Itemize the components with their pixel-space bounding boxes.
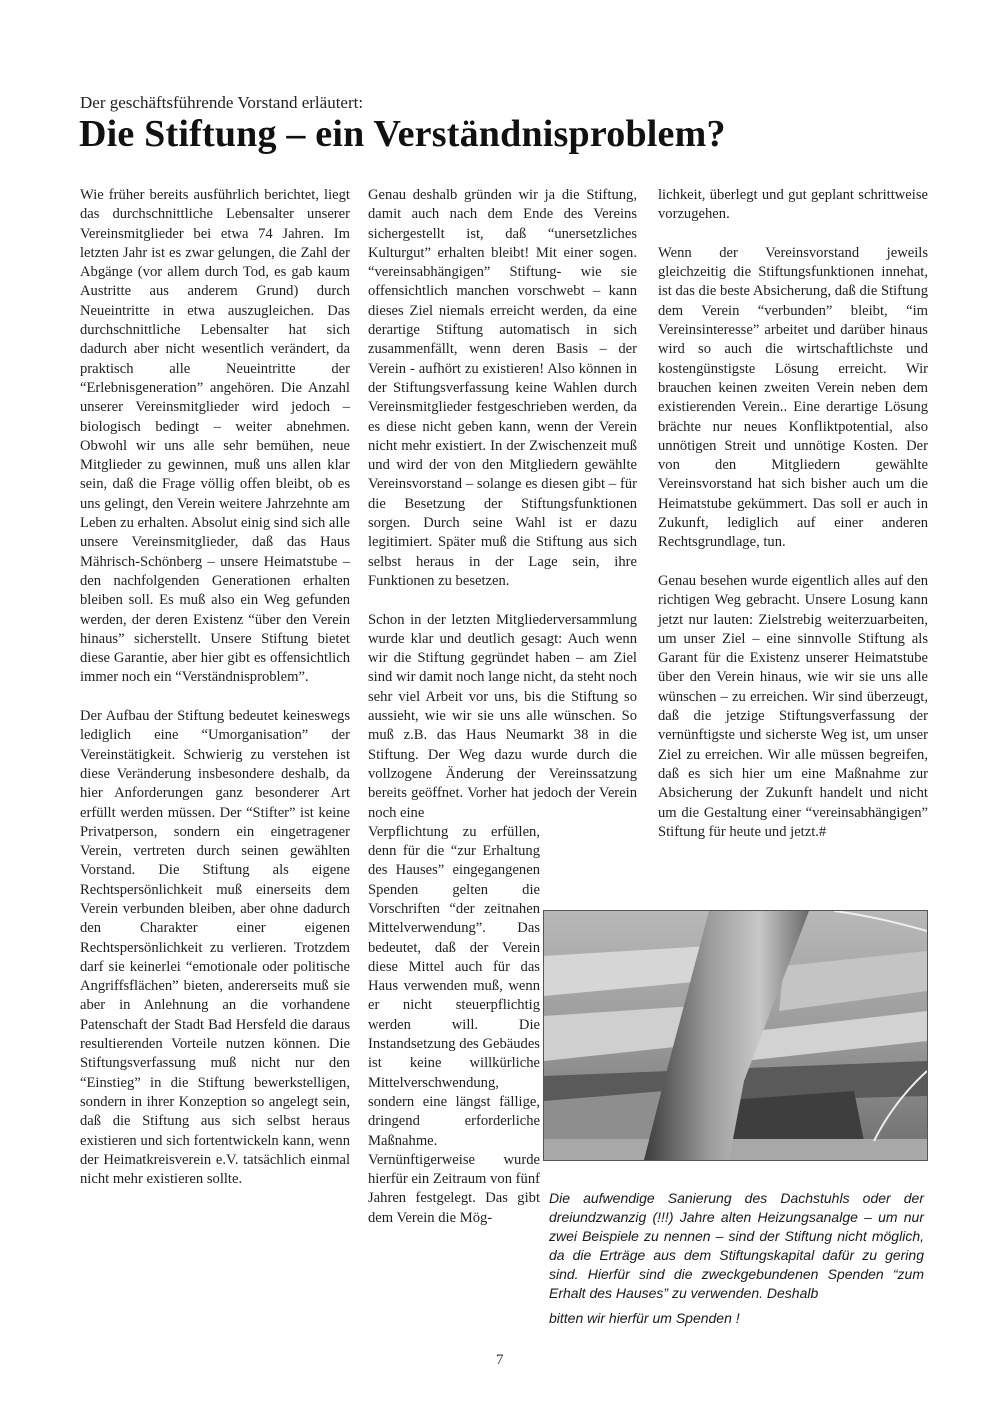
article-kicker: Der geschäftsführende Vorstand erläutert: xyxy=(80,93,364,112)
roof-truss-image xyxy=(544,911,927,1160)
paragraph: Der Aufbau der Stiftung bedeutet keineswegs lediglich eine “Umorganisation” der Vereinstätigkeit. Schwierig zu verstehen ist diese Veränderung insbesondere deshalb, da hier Anforderungen ganz besonderer Art erfüllt werden müssen. Der “Stifter” ist keine Privatperson, sondern ein eingetragener Verein, vertreten durch seinen gewählten Vorstand. Die Stiftung als eigene Rechtspersönlichkeit muß einerseits dem Verein verbunden bleiben, aber ohne dadurch den Charakter einer eigenen Rechtspersönlichkeit zu verlieren. Trotzdem darf sie keinerlei “emotionale oder politische Angriffsflächen” bieten, andererseits muß sie aber in Anlehnung an die vorhandene Patenschaft der Stadt Bad Hersfeld die daraus resultierenden Vorteile nutzen können. Die Stiftungsverfassung muß nicht nur den “Einstieg” in die Stiftung bewerkstelligen, sondern in ihrer Konzeption so angelegt sein, daß die Stiftung aus sich selbst heraus existieren und sich fortentwickeln kann, wenn der Heimatkreisverein e.V. tatsächlich einmal nicht mehr existieren sollte. xyxy=(80,708,350,1188)
paragraph: Genau deshalb gründen wir ja die Stiftung, damit auch nach dem Ende des Vereins sichergestellt ist, daß “unersetzliches Kulturgut” erhalten bleibt! Mit einer sogen. “vereinsabhängigen” Stiftung- wie sie offensichtlich manchen vorschwebt – kann dieses Ziel niemals erreicht werden, da eine derartige Stiftung automatisch in sich zusammenfällt, wenn deren Basis – der Verein - aufhört zu existieren! Also können in der Stiftungsverfassung keine Wahlen durch Vereinsmitglieder festgeschrieben werden, da es diese nicht geben kann, wenn der Verein nicht mehr existiert. In der Zwischenzeit muß und wird der von den Mitgliedern gewählte Vereinsvorstand – solange es diesen gibt – für die Besetzung der Stiftungsfunktionen sorgen. Durch seine Wahl ist er dazu legitimiert. Später muß die Stiftung aus sich selbst heraus in der Lage sein, ihre Funktionen zu besetzen. xyxy=(368,187,637,589)
paragraph: lichkeit, überlegt und gut geplant schrittweise vorzugehen. xyxy=(658,187,928,223)
paragraph: Schon in der letzten Mitgliederversammlung wurde klar und deutlich gesagt: Auch wenn wir die Stiftung gegründet haben – am Ziel sind wir damit noch lange nicht, da steht noch sehr viel Arbeit vor uns, bis die Stiftung so aussieht, wie wir sie uns alle wünschen. So muß z.B. das Haus Neumarkt 38 in die Stiftung. Der Weg dazu wurde durch die vollzogene Änderung der Vereinssatzung bereits geöffnet. Vorher hat jedoch der Verein noch eine xyxy=(368,611,637,821)
paragraph: Wie früher bereits ausführlich berichtet, liegt das durchschnittliche Lebensalter unserer Vereinsmitglieder bei etwa 74 Jahren. Im letzten Jahr ist es zwar gelungen, die Zahl der Abgänge (vor allem durch Tod, es gab kaum Austritte aus anderem Grund) durch Neueintritte in etwa auszugleichen. Das durchschnittliche Lebensalter hat sich dadurch aber nicht wesentlich verändert, da praktisch alle Neueintritte der “Erlebnisgeneration” angehören. Die Anzahl unserer Vereinsmitglieder wird jedoch – biologisch bedingt – weiter abnehmen. Obwohl wir uns alle sehr bemühen, neue Mitglieder zu gewinnen, muß uns allen klar sein, daß die Frage völlig offen bleibt, ob es uns gelingt, den Verein weitere Jahrzehnte am Leben zu erhalten. Absolut einig sind sich alle unsere Vereinsmitglieder, daß das Haus Mährisch-Schönberg – unsere Heimatstube – den nachfolgenden Generationen erhalten bleiben soll. Es muß also ein Weg gefunden werden, der deren Existenz “über den Verein hinaus” sicherstellt. Unsere Stiftung bietet diese Garantie, aber hier gibt es offensichtlich immer noch ein “Verständnisproblem”. xyxy=(80,187,350,686)
text-column-1 xyxy=(80,186,350,1209)
photo-caption xyxy=(549,1189,924,1328)
text-column-3 xyxy=(658,186,928,861)
caption-text: Die aufwendige Sanierung des Dachstuhls oder der dreiundzwanzig (!!!) Jahre alten Heizungsanalge – um nur zwei Beispiele zu nennen – sind der Stiftung nicht möglich, da die Erträge aus dem Stiftungskapital dafür zu gering sind. Hierfür sind die zweckgebundenen Spenden “zum Erhalt des Hauses” zu verwenden. Deshalb xyxy=(549,1190,924,1301)
page-number: 7 xyxy=(496,1352,504,1368)
paragraph: Wenn der Vereinsvorstand jeweils gleichzeitig die Stiftungsfunktionen innehat, ist das die beste Absicherung, daß die Stiftung dem Verein “verbunden” bleibt, “im Vereinsinteresse” arbeitet und darüber hinaus wird so auch die wirtschaftlichste und kostengünstigste Lösung erreicht. Wir brauchen keinen zweiten Verein neben dem existierenden Verein.. Eine derartige Lösung brächte nur neues Konfliktpotential, also unnötigen Streit und unnötige Kosten. Der von den Mitgliedern gewählte Vereinsvorstand hat sich bisher auch um die Heimatstube gekümmert. Das soll er auch in Zukunft, lediglich auf einer anderen Rechtsgrundlage, tun. xyxy=(658,244,928,551)
article-title: Die Stiftung – ein Verständnisproblem? xyxy=(79,113,726,155)
caption-appeal: bitten wir hierfür um Spenden ! xyxy=(549,1310,740,1326)
roof-truss-photo xyxy=(543,910,928,1161)
paragraph: Genau besehen wurde eigentlich alles auf den richtigen Weg gebracht. Unsere Losung kann jetzt nur lauten: Zielstrebig weiterzuarbeiten, um unser Ziel – eine sinnvolle Stiftung als Garant für die Existenz unserer Heimatstube über den Verein hinaus, wie wir sie uns alle wünschen – zu erreichen. Wir sind überzeugt, daß die jetzige Stiftungsverfassung der vernünftigste und sicherste Weg ist, um unser Ziel zu erreichen. Wir alle müssen begreifen, daß es sich hier um eine Maßnahme zur Absicherung der Zukunft handelt und nicht um die Gestaltung einer “vereinsabhängigen” Stiftung für heute und jetzt.# xyxy=(658,572,928,840)
paragraph-beside-photo: Verpflichtung zu erfüllen, denn für die “zur Erhaltung des Hauses” eingegangenen Spenden gelten die Vorschriften “der zeitnahen Mittelverwendung”. Das bedeutet, daß der Verein diese Mittel auch für das Haus verwenden muß, wenn er nicht steuerpflichtig werden will. Die Instandsetzung des Gebäudes ist keine willkürliche Mittelverschwendung, sondern eine längst fällige, dringend erforderliche Maßnahme. Vernünftigerweise wurde hierfür ein Zeitraum von fünf Jahren festgelegt. Das gibt dem Verein die Mög- xyxy=(368,823,540,1226)
